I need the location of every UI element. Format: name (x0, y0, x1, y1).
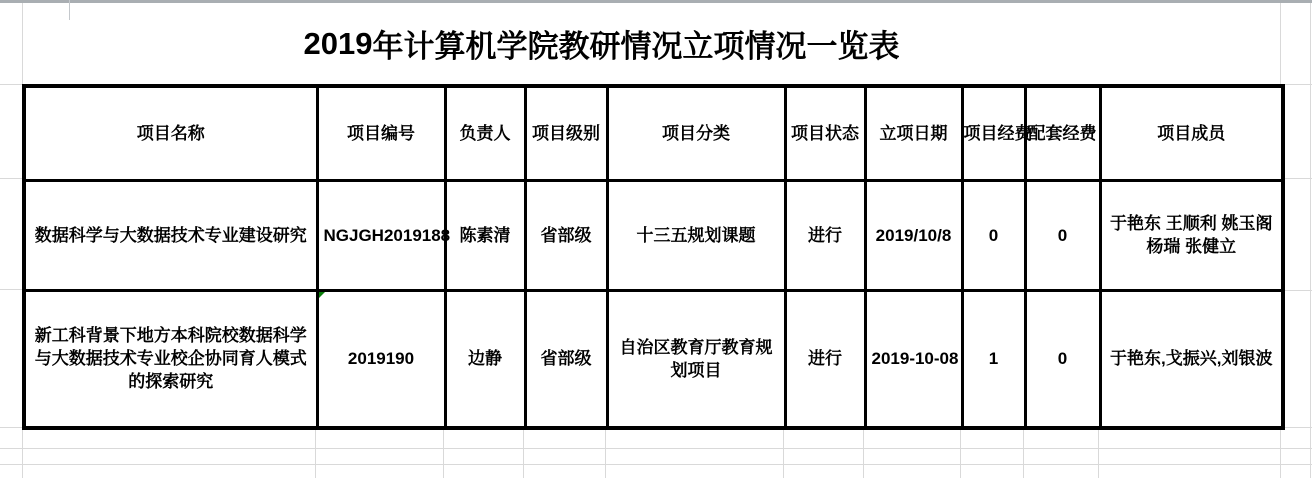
header-cell-leader[interactable]: 负责人 (445, 86, 525, 180)
gridline (0, 464, 1312, 465)
gridline (0, 84, 22, 85)
header-cell-project-name[interactable]: 项目名称 (24, 86, 317, 180)
cell-funds[interactable]: 0 (962, 180, 1025, 290)
gridline (1280, 430, 1281, 478)
header-cell-level[interactable]: 项目级别 (525, 86, 607, 180)
gridline (315, 430, 316, 478)
cell-funds[interactable]: 1 (962, 290, 1025, 428)
gridline (605, 430, 606, 478)
cell-date[interactable]: 2019/10/8 (865, 180, 962, 290)
gridline (1283, 290, 1312, 291)
gridline (0, 427, 22, 428)
cell-matching-funds[interactable]: 0 (1025, 180, 1100, 290)
header-cell-funds[interactable]: 项目经费 (962, 86, 1025, 180)
gridline (1310, 3, 1311, 478)
gridline (443, 430, 444, 478)
cell-category[interactable]: 十三五规划课题 (607, 180, 785, 290)
title-text: 年计算机学院教研情况立项情况一览表 (372, 29, 900, 64)
gridline (22, 430, 23, 478)
cell-level[interactable]: 省部级 (525, 180, 607, 290)
header-cell-members[interactable]: 项目成员 (1100, 86, 1283, 180)
project-code-value: 2019190 (347, 349, 415, 369)
gridline (1283, 178, 1312, 179)
gridline (863, 430, 864, 478)
header-row (24, 86, 1283, 180)
cell-category[interactable]: 自治区教育厅教育规划项目 (607, 290, 785, 428)
number-stored-as-text-indicator-icon (319, 292, 325, 298)
cell-status[interactable]: 进行 (785, 180, 865, 290)
cell-leader[interactable]: 边静 (445, 290, 525, 428)
cell-members[interactable]: 于艳东,戈振兴,刘银波 (1100, 290, 1283, 428)
cell-project-name[interactable]: 新工科背景下地方本科院校数据科学与大数据技术专业校企协同育人模式的探索研究 (24, 290, 317, 428)
cell-leader[interactable]: 陈素清 (445, 180, 525, 290)
header-cell-project-code[interactable]: 项目编号 (317, 86, 445, 180)
gridline (1283, 427, 1312, 428)
gridline (960, 430, 961, 478)
cell-project-code[interactable]: NGJGH2019188 (317, 180, 445, 290)
gridline (1023, 430, 1024, 478)
cell-matching-funds[interactable]: 0 (1025, 290, 1100, 428)
cell-project-code[interactable] (317, 290, 445, 428)
gridline (1283, 84, 1312, 85)
header-cell-date[interactable]: 立项日期 (865, 86, 962, 180)
header-cell-status[interactable]: 项目状态 (785, 86, 865, 180)
cell-project-name[interactable]: 数据科学与大数据技术专业建设研究 (24, 180, 317, 290)
gridline (523, 430, 524, 478)
cell-status[interactable]: 进行 (785, 290, 865, 428)
gridline (0, 448, 1312, 449)
gridline (0, 178, 22, 179)
gridline (1280, 3, 1281, 84)
sheet-title[interactable] (22, 3, 1181, 84)
projects-table (22, 84, 1285, 430)
gridline (783, 430, 784, 478)
table-row (24, 180, 1283, 290)
title-year: 2019 (303, 25, 373, 61)
header-cell-category[interactable]: 项目分类 (607, 86, 785, 180)
cell-level[interactable]: 省部级 (525, 290, 607, 428)
header-cell-matching-funds[interactable]: 配套经费 (1025, 86, 1100, 180)
gridline (0, 289, 22, 290)
cell-members[interactable]: 于艳东 王顺利 姚玉阁 杨瑞 张健立 (1100, 180, 1283, 290)
cell-date[interactable]: 2019-10-08 (865, 290, 962, 428)
table-row (24, 290, 1283, 428)
gridline (1098, 430, 1099, 478)
